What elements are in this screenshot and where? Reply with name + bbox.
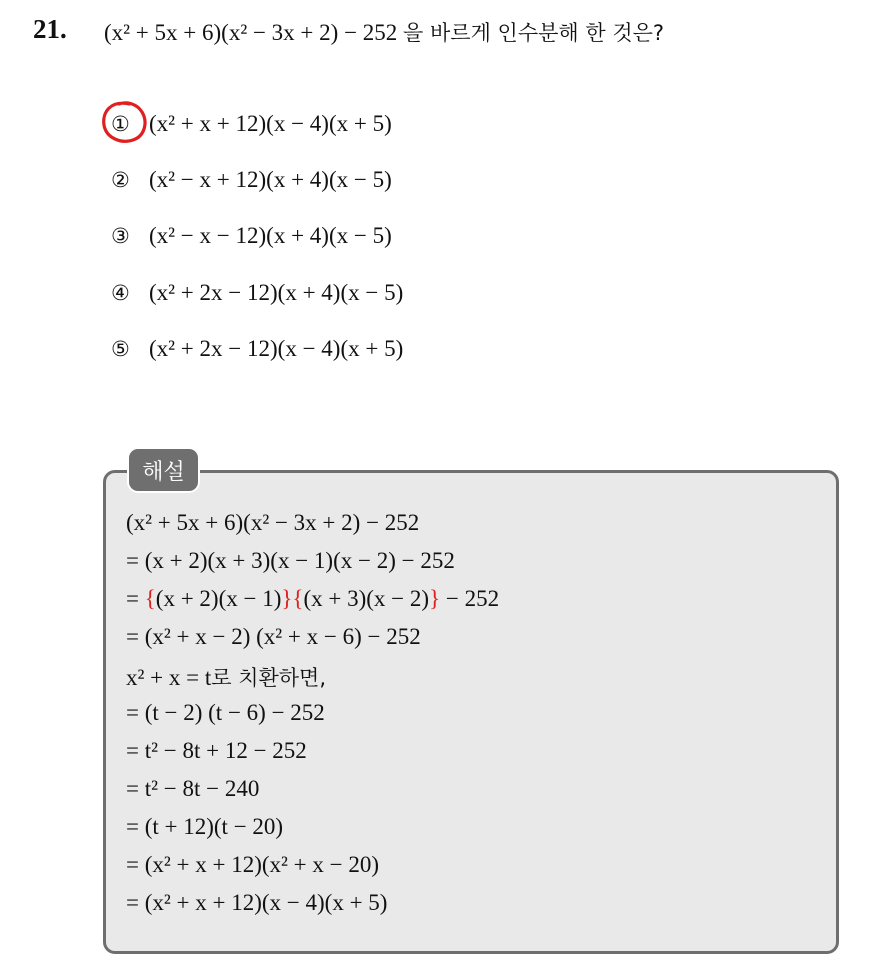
solution-line-11: = (x² + x + 12)(x − 4)(x + 5) [126,890,388,915]
question-tail: 을 바르게 인수분해 한 것은? [403,21,665,45]
question-number: 21. [33,14,67,44]
substitution-text: 로 치환하면, [211,666,327,690]
solution-line-2: = (x + 2)(x + 3)(x − 1)(x − 2) − 252 [126,548,455,573]
solution-line-8: = t² − 8t − 240 [126,776,260,801]
choice-1[interactable] [111,111,392,137]
choice-4-number: ④ [111,281,130,305]
choice-5[interactable] [111,336,403,362]
solution-line-1: (x² + 5x + 6)(x² − 3x + 2) − 252 [126,510,420,535]
choice-3-number: ③ [111,224,130,248]
substitution-math: x² + x = t [126,665,212,690]
solution-line-3-pre: = [126,586,145,611]
group-1-body: (x + 2)(x − 1) [155,586,282,611]
solution-line-3 [126,586,499,612]
choice-4[interactable] [111,280,403,306]
solution-line-4: = (x² + x − 2) (x² + x − 6) − 252 [126,624,421,649]
choice-1-number: ① [111,112,130,136]
group-1-close-brace: } [281,586,293,611]
choice-5-text: (x² + 2x − 12)(x − 4)(x + 5) [149,336,404,361]
group-2-body: (x + 3)(x − 2) [303,586,430,611]
choice-3-text: (x² − x − 12)(x + 4)(x − 5) [149,223,392,248]
solution-line-10: = (x² + x + 12)(x² + x − 20) [126,852,380,877]
choice-2-text: (x² − x + 12)(x + 4)(x − 5) [149,167,392,192]
group-2-open-brace: { [292,586,304,611]
solution-line-5 [126,662,326,692]
solution-line-9: = (t + 12)(t − 20) [126,814,284,839]
choice-3[interactable] [111,223,392,249]
group-1-open-brace: { [144,586,156,611]
choice-2[interactable] [111,167,392,193]
choice-4-text: (x² + 2x − 12)(x + 4)(x − 5) [149,280,404,305]
solution-line-3-post: − 252 [440,586,500,611]
choice-2-number: ② [111,168,130,192]
choice-1-text: (x² + x + 12)(x − 4)(x + 5) [149,111,392,136]
question-text [104,17,664,47]
question-expression: (x² + 5x + 6)(x² − 3x + 2) − 252 [104,20,398,45]
solution-label: 해설 [129,449,198,491]
solution-line-7: = t² − 8t + 12 − 252 [126,738,307,763]
group-2-close-brace: } [429,586,441,611]
choice-5-number: ⑤ [111,337,130,361]
solution-line-6: = (t − 2) (t − 6) − 252 [126,700,325,725]
